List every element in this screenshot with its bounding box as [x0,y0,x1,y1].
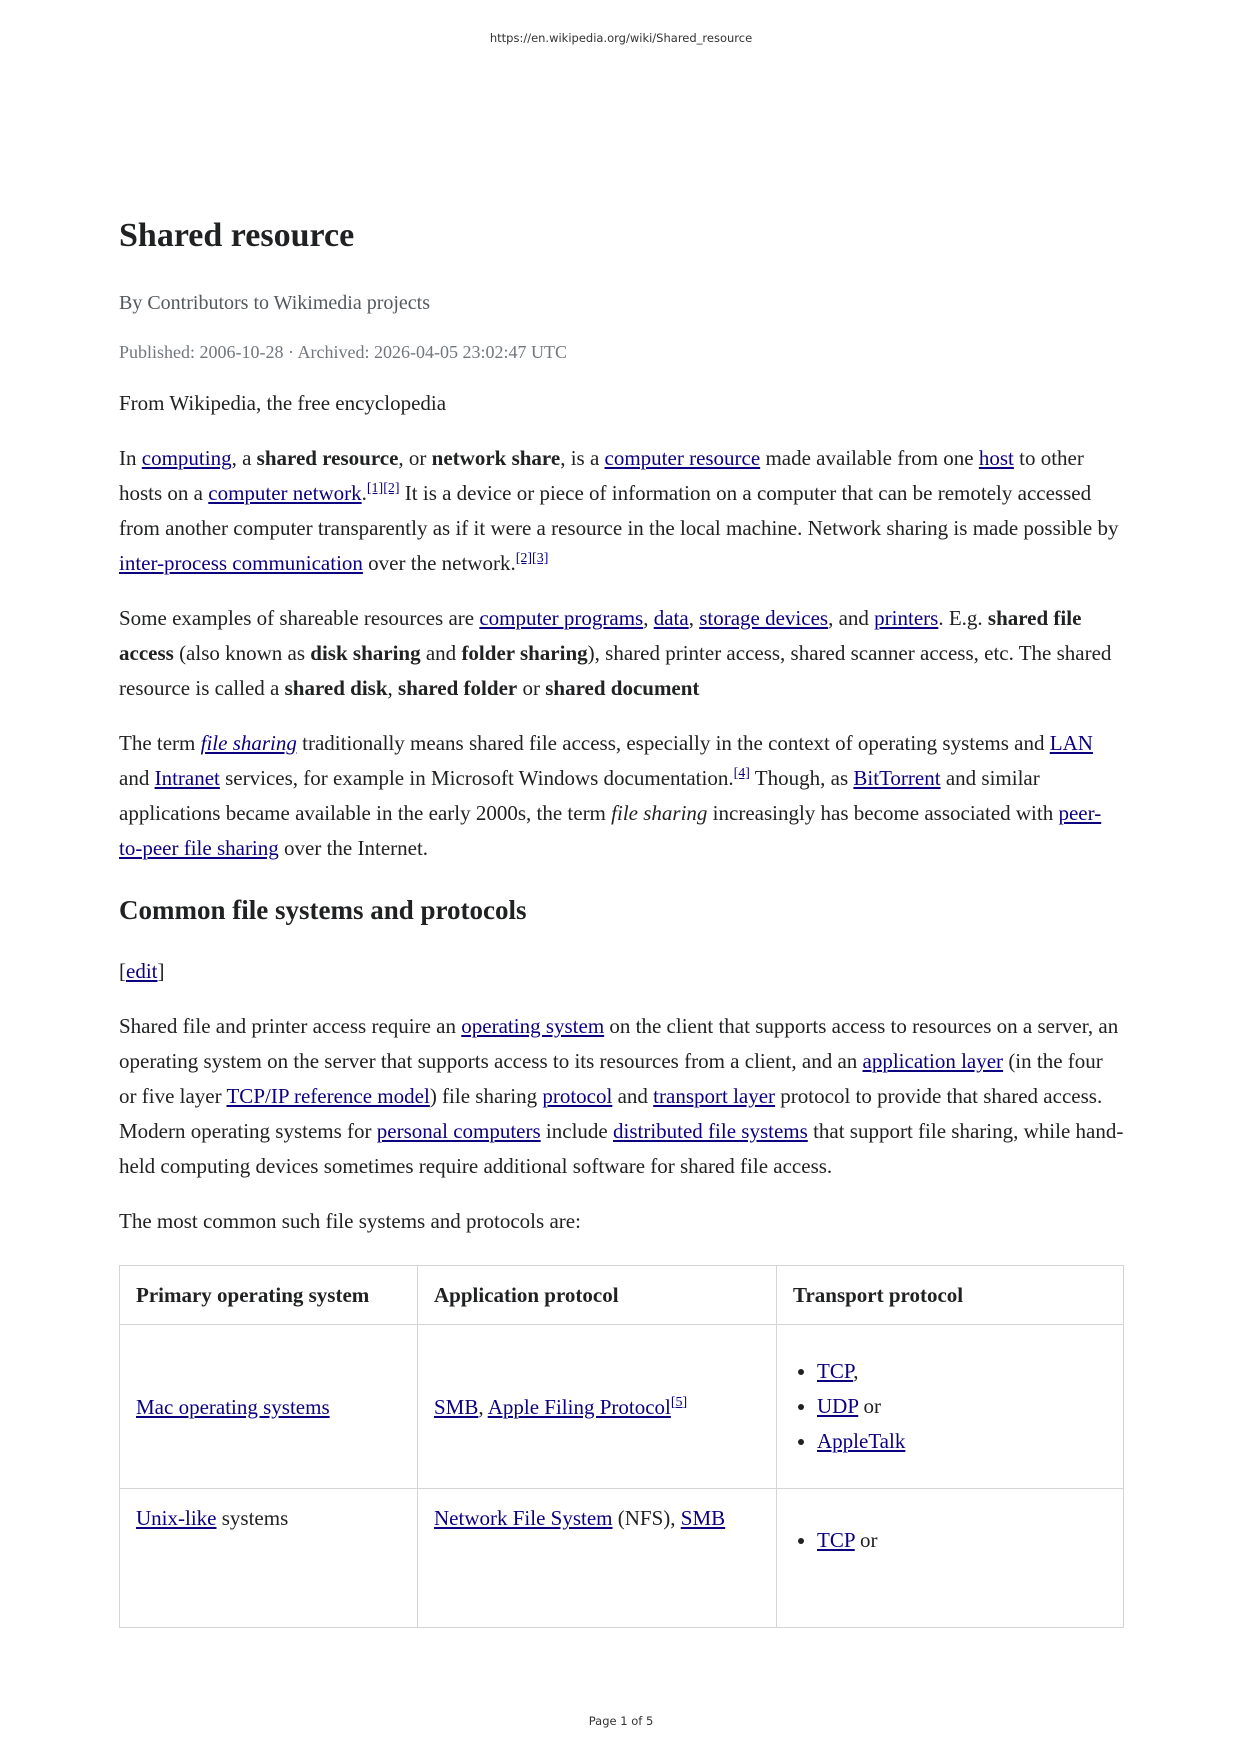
list-item: • TCP, [817,1354,1107,1389]
link-apple-filing-protocol[interactable]: Apple Filing Protocol [487,1394,671,1419]
ref-2[interactable]: [2] [383,481,400,496]
link-application-layer[interactable]: application layer [862,1049,1004,1073]
column-header: Transport protocol [777,1266,1124,1325]
column-header: Primary operating system [120,1266,418,1325]
link-protocol[interactable]: protocol [542,1084,613,1108]
link-smb[interactable]: SMB [434,1394,479,1419]
intro-paragraph: In computing, a shared resource, or network share, is a computer resource made available from one host to other hosts on a computer network.[1][2] It is a device or piece of information on a computer that can be remotely accessed from another computer transparently as if it were a resource in the local machine. Network sharing is made possible by inter-process communication over the network.[2][3] [119,446,1119,575]
table-cell: Network File System (NFS), SMB [418,1489,777,1628]
table-intro: The most common such file systems and protocols are: [119,1209,581,1233]
link-tcp-ip-model[interactable]: TCP/IP reference model [226,1084,430,1108]
list-item [817,1424,1107,1459]
ref-4[interactable]: [4] [733,766,750,781]
published-info: Published: 2006-10-28 · Archived: 2026-04-05 23:02:47 UTC [119,342,567,362]
page-url-header: https://en.wikipedia.org/wiki/Shared_resource [489,31,753,45]
link-lan[interactable]: LAN [1049,731,1093,755]
link-inter-process-communication[interactable]: inter-process communication [119,551,363,575]
requirements-paragraph: Shared file and printer access require an operating system on the client that supports access to resources on a server, an operating system on the server that supports access to its resources from a client, and an application layer (in the four or five layer TCP/IP reference model) file sharing protocol and transport layer protocol to provide that shared access. Modern operating systems for personal computers include distributed file systems that support file sharing, while hand-held computing devices sometimes require additional software for shared file access. [119,1014,1124,1178]
examples-paragraph: Some examples of shareable resources are computer programs, data, storage devices, and printers. E.g. shared file access (also known as disk sharing and folder sharing), shared printer access, shared scanner access, etc. The shared resource is called a shared disk, shared folder or shared document [119,606,1112,700]
table-cell: SMB, Apple Filing Protocol[5] [418,1325,777,1489]
edit-link[interactable]: edit [126,959,158,983]
table-header-row [120,1266,1124,1325]
link-personal-computers[interactable]: personal computers [376,1119,541,1143]
list-item: • TCP or [817,1523,1107,1558]
link-storage-devices[interactable]: storage devices [699,606,829,630]
link-network-file-system[interactable]: Network File System [434,1506,613,1530]
ref-2[interactable]: [2] [515,551,533,566]
ref-3[interactable]: [3] [532,551,549,566]
page-number: Page 1 of 5 [588,1714,654,1728]
article-content [119,210,1124,1640]
transport-list [793,1354,1107,1459]
file-sharing-paragraph: The term file sharing traditionally means shared file access, especially in the context of operating systems and LAN and Intranet services, for example in Microsoft Windows documentation.[4] Though, as BitTorrent and similar applications became available in the early 2000s, the term file sharing increasingly has become associated with peer-to-peer file sharing over the Internet. [119,731,1102,860]
link-computer-resource[interactable]: computer resource [604,446,761,470]
link-computer-programs[interactable]: computer programs [479,606,644,630]
link-peer-to-peer-file-sharing[interactable]: peer-to-peer file sharing [119,801,1102,860]
link-printers[interactable]: printers [874,606,939,630]
link-mac-os[interactable]: Mac operating systems [136,1394,330,1419]
table-cell: Unix-like systems [120,1489,418,1628]
protocols-table [119,1265,1124,1628]
link-file-sharing[interactable]: file sharing [200,731,297,755]
link-intranet[interactable]: Intranet [154,766,220,790]
link-distributed-file-systems[interactable]: distributed file systems [612,1119,808,1143]
table-row [120,1325,1124,1489]
link-operating-system[interactable]: operating system [461,1014,605,1038]
list-item: • UDP or [817,1389,1107,1424]
link-tcp[interactable]: TCP [817,1359,854,1383]
link-udp[interactable]: UDP [817,1394,859,1418]
link-bittorrent[interactable]: BitTorrent [853,766,941,790]
transport-list [793,1523,1107,1558]
table-cell [120,1325,418,1489]
link-tcp[interactable]: TCP [817,1528,855,1552]
link-unix-like[interactable]: Unix-like [136,1506,217,1530]
section-edit: [edit] [119,959,165,983]
table-cell [777,1325,1124,1489]
ref-1[interactable]: [1] [366,481,384,496]
table-cell [777,1489,1124,1628]
byline: By Contributors to Wikimedia projects [119,292,431,314]
link-host[interactable]: host [978,446,1014,470]
table-row [120,1489,1124,1628]
section-heading: Common file systems and protocols [119,895,527,925]
link-transport-layer[interactable]: transport layer [653,1084,776,1108]
link-data[interactable]: data [653,606,689,630]
link-appletalk[interactable]: AppleTalk [817,1429,906,1453]
link-smb[interactable]: SMB [680,1506,726,1530]
page-title: Shared resource [119,217,355,254]
column-header: Application protocol [418,1266,777,1325]
tagline: From Wikipedia, the free encyclopedia [119,391,447,415]
link-computer-network[interactable]: computer network [208,481,362,505]
link-computing[interactable]: computing [141,446,232,470]
ref-5[interactable]: [5] [670,1394,688,1410]
